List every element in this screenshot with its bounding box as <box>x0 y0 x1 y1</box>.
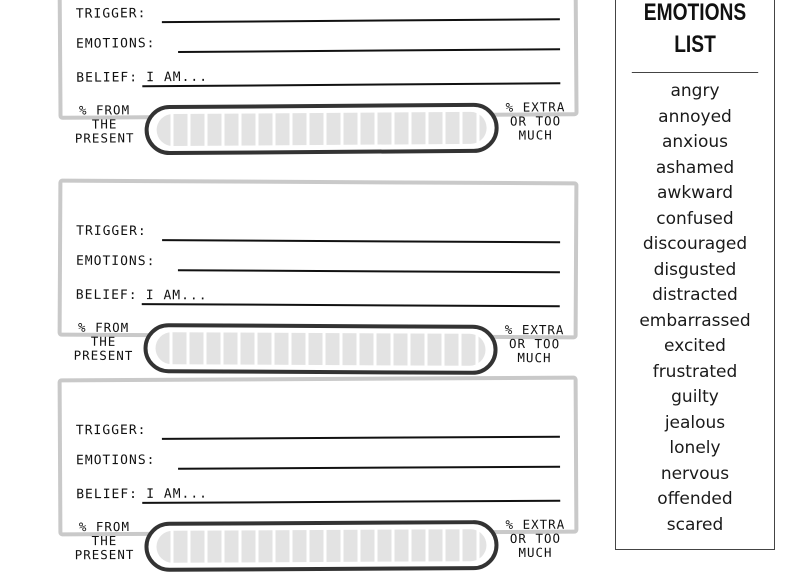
emotion-item: awkward <box>657 183 733 203</box>
belief-row <box>76 480 560 505</box>
belief-row <box>76 283 560 308</box>
trigger-line[interactable] <box>162 18 560 23</box>
meter-right-label <box>497 323 571 365</box>
emotions-list <box>616 73 774 538</box>
emotions-line[interactable] <box>178 269 560 273</box>
meter-left-line-1: % FROM <box>78 518 130 535</box>
emotions-line[interactable] <box>178 48 560 53</box>
belief-label: BELIEF: <box>75 287 138 304</box>
emotions-title-line-1: EMOTIONS <box>643 0 747 26</box>
belief-prefix: I AM... <box>146 486 209 502</box>
meter-right-line-1: % EXTRA <box>504 321 565 338</box>
emotion-item: ashamed <box>655 157 735 178</box>
trigger-line[interactable] <box>162 436 560 440</box>
emotion-item: anxious <box>661 132 728 152</box>
emotions-label: EMOTIONS: <box>75 253 156 270</box>
emotion-item: annoyed <box>658 106 732 127</box>
meter-left-line-3: PRESENT <box>74 546 135 563</box>
meter-right-line-2: OR TOO <box>509 113 562 129</box>
meter-segments <box>157 112 487 146</box>
emotion-item: disgusted <box>653 259 737 280</box>
meter-segments <box>155 332 485 366</box>
presence-meter[interactable] <box>143 323 497 375</box>
emotion-item: offended <box>657 489 733 509</box>
belief-prefix: I AM... <box>145 288 208 304</box>
emotion-item: lonely <box>669 438 721 458</box>
meter-left-line-3: PRESENT <box>73 347 134 364</box>
meter-left-line-1: % FROM <box>78 319 130 336</box>
belief-label: BELIEF: <box>76 70 139 86</box>
belief-line[interactable] <box>142 303 560 307</box>
emotion-item: discouraged <box>642 234 748 254</box>
meter-left-label <box>68 520 140 562</box>
meter-segments <box>156 529 486 563</box>
trigger-label: TRIGGER: <box>75 6 147 22</box>
emotion-item: frustrated <box>652 361 738 382</box>
emotions-row <box>76 28 560 53</box>
emotion-item: jealous <box>664 412 726 433</box>
belief-label: BELIEF: <box>76 486 139 503</box>
presence-meter[interactable] <box>144 103 498 155</box>
meter-left-line-1: % FROM <box>78 102 131 118</box>
emotion-item: excited <box>664 336 726 356</box>
belief-prefix: I AM... <box>146 69 209 86</box>
belief-row <box>76 62 560 87</box>
meter-right-line-2: OR TOO <box>509 530 562 546</box>
trigger-line[interactable] <box>162 239 560 243</box>
emotions-row <box>76 446 560 471</box>
emotion-item: scared <box>666 514 724 535</box>
trigger-row <box>76 219 560 244</box>
emotions-list-panel <box>615 0 775 550</box>
emotions-title-line-2: LIST <box>674 31 716 58</box>
meter-right-line-1: % EXTRA <box>505 99 566 115</box>
emotions-row <box>76 249 560 274</box>
presence-meter[interactable] <box>144 520 498 572</box>
trigger-row <box>76 0 560 24</box>
meter-right-line-2: OR TOO <box>508 336 561 352</box>
emotion-item: embarrassed <box>639 310 751 331</box>
emotions-label: EMOTIONS: <box>75 452 156 469</box>
meter-right-line-1: % EXTRA <box>505 516 566 533</box>
meter-right-line-3: MUCH <box>517 350 552 366</box>
meter-left-label <box>67 321 139 363</box>
meter-right-line-3: MUCH <box>518 544 553 560</box>
emotions-list-title <box>632 0 758 73</box>
trigger-card <box>58 179 579 366</box>
emotions-line[interactable] <box>178 466 560 470</box>
meter-right-line-3: MUCH <box>518 127 553 143</box>
meter-left-label <box>68 103 140 146</box>
meter-left-line-3: PRESENT <box>74 130 135 146</box>
emotion-item: nervous <box>660 463 730 484</box>
trigger-label: TRIGGER: <box>76 223 147 240</box>
emotions-label: EMOTIONS: <box>75 36 156 52</box>
meter-left-line-2: THE <box>91 116 118 132</box>
emotion-item: distracted <box>652 285 738 305</box>
meter-right-label <box>498 518 572 560</box>
meter-left-line-2: THE <box>90 333 117 349</box>
emotion-item: confused <box>656 208 734 229</box>
emotion-item: guilty <box>671 387 719 407</box>
meter-right-label <box>498 100 572 143</box>
emotion-item: angry <box>670 81 720 101</box>
trigger-row <box>76 416 560 441</box>
trigger-card <box>58 376 579 563</box>
trigger-label: TRIGGER: <box>75 422 147 439</box>
meter-left-line-2: THE <box>91 533 118 549</box>
trigger-card <box>57 0 578 146</box>
